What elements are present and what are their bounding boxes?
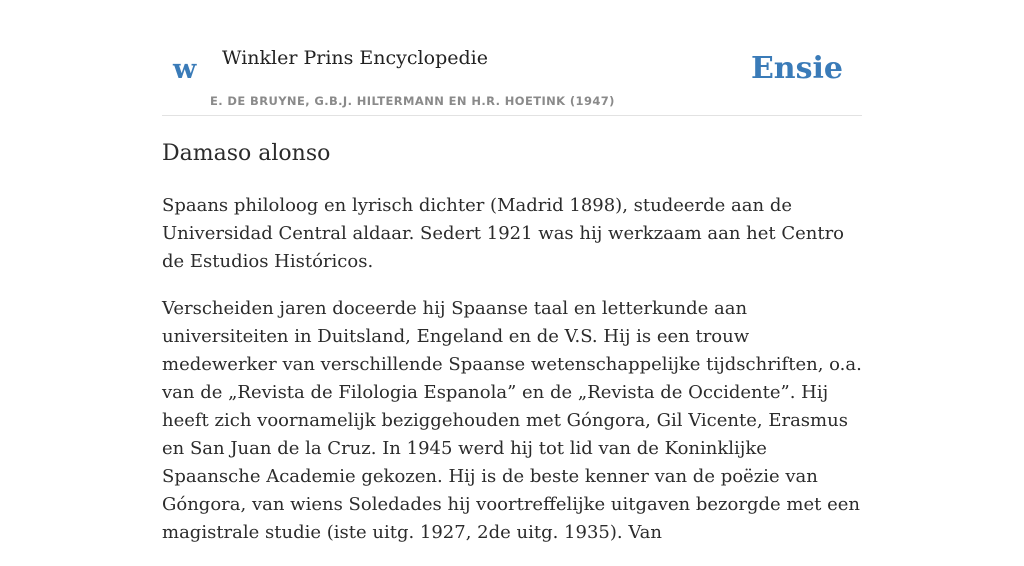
source-header — [162, 0, 862, 116]
ensie-logo[interactable]: Ensie — [750, 51, 843, 86]
entry-paragraph: Spaans philoloog en lyrisch dichter (Madrid 1898), studeerde aan de Universidad Central aldaar. Sedert 1921 was hij werkzaam aan het Centro de Estudios Históricos. — [162, 195, 845, 272]
source-title-link[interactable]: Winkler Prins Encyclopedie — [222, 47, 488, 69]
source-authors: E. DE BRUYNE, G.B.J. HILTERMANN EN H.R. HOETINK (1947) — [210, 94, 615, 108]
entry-title: Damaso alonso — [162, 141, 331, 166]
page — [162, 0, 862, 543]
entry-paragraph: Verscheiden jaren doceerde hij Spaanse taal en letterkunde aan universiteiten in Duitsland, Engeland en de V.S. Hij is een trouw medewerker van verschillende Spaanse wetenschappelijke tijdschriften, o.a. van de „Revista de Filologia Espanola” en de „Revista de Occidente”. Hij heeft zich voornamelijk beziggehouden met Góngora, Gil Vicente, Erasmus en San Juan de la Cruz. In 1945 werd hij tot lid van de Koninklijke Spaansche Academie gekozen. Hij is de beste kenner van de poëzie van Góngora, van wiens Soledades hij voortreffelijke uitgaven bezorgde met een magistrale studie (iste uitg. 1927, 2de uitg. 1935). Van — [162, 298, 862, 543]
entry-body — [162, 192, 862, 566]
source-logo-icon[interactable]: w — [173, 54, 197, 85]
